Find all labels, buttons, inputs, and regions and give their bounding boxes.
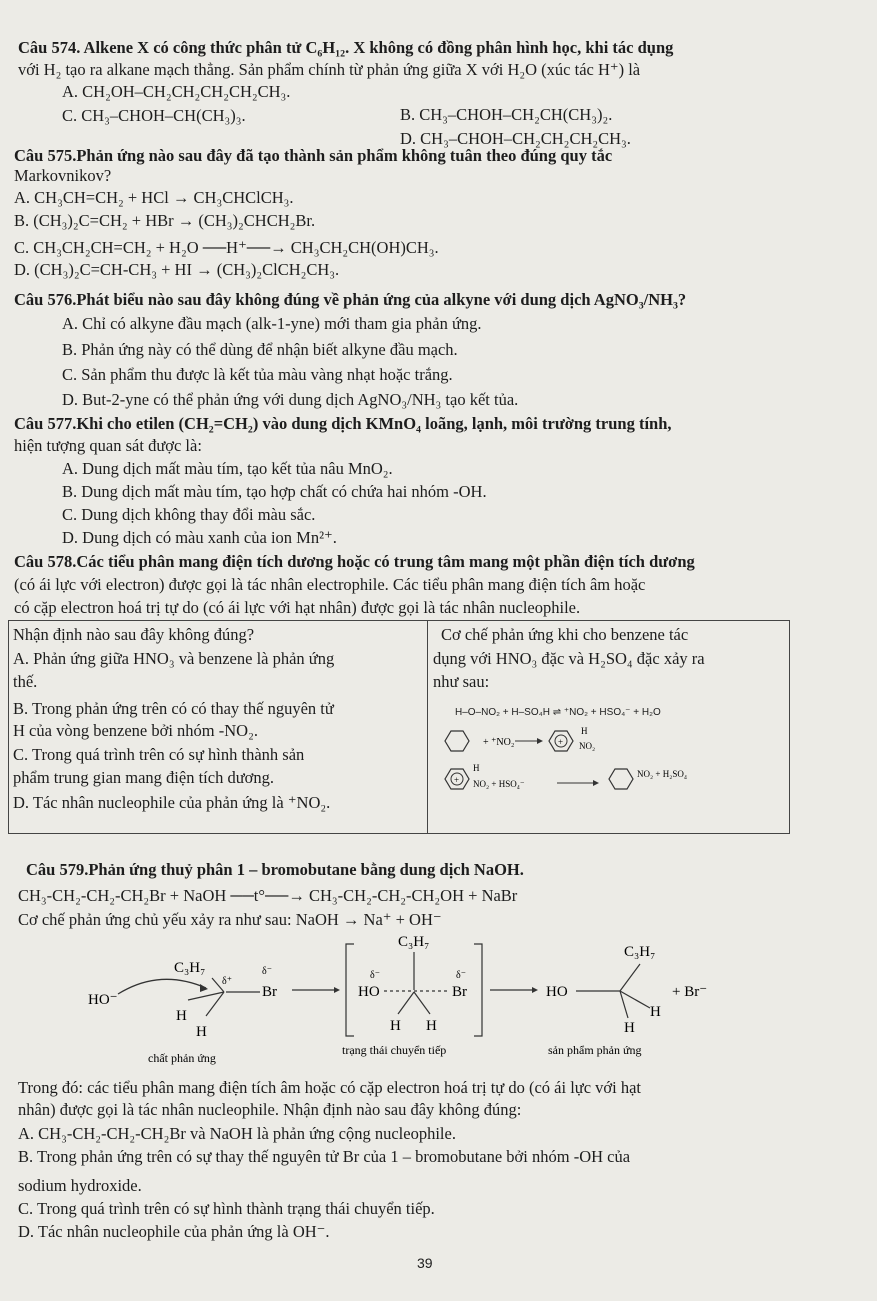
ts-right-bracket (474, 944, 482, 1036)
ts-delta-minus-2: δ⁻ (456, 970, 466, 981)
q579-mechanism: Cơ chế phản ứng chủ yếu xảy ra như sau: NaOH → Na⁺ + OH⁻ (18, 910, 442, 929)
q575-line2: Markovnikov? (14, 166, 112, 185)
label-reactant: chất phản ứng (148, 1051, 216, 1065)
q574-option-d: D. CH₃–CHOH–CH₂CH₂CH₂CH₃. (400, 129, 631, 148)
eq2-arrowhead (537, 738, 543, 744)
reactant-h2: H (196, 1024, 207, 1040)
eq2-reagent: + ⁺NO₂ (483, 737, 515, 748)
q578-option-b-1: B. Trong phản ứng trên có có thay thế nguyên tử (13, 699, 334, 718)
q578-option-a-2: thế. (13, 672, 38, 691)
product-br-minus: + Br⁻ (672, 984, 708, 1000)
eq2-h-label: H (581, 726, 588, 736)
q576-option-c: C. Sản phẩm thu được là kết tủa màu vàng nhạt hoặc trắng. (62, 365, 453, 384)
q575-option-c: C. CH₃CH₂CH=CH₂ + H₂O ──H⁺──→ CH₃CH₂CH(OH)CH₃. (14, 238, 439, 257)
q577-option-b: B. Dung dịch mất màu tím, tạo hợp chất có chứa hai nhóm -OH. (62, 482, 487, 501)
q578-right-line3: như sau: (433, 672, 490, 691)
ts-c3h7: C₃H₇ (398, 934, 430, 950)
q578-option-c-2: phẩm trung gian mang điện tích dương. (13, 768, 274, 787)
q574-line1: Câu 574. Alkene X có công thức phân tử C₆H₁₂. X không có đồng phân hình học, khi tác dụng (18, 38, 674, 57)
eq2-product: NO₂ (579, 741, 596, 751)
q579-paragraph-2: nhân) được gọi là tác nhân nucleophile. Nhận định nào sau đây không đúng: (18, 1100, 522, 1119)
q575-option-d: D. (CH₃)₂C=CH-CH₃ + HI → (CH₃)₂ClCH₂CH₃. (14, 260, 340, 279)
q578-line3: có cặp electron hoá trị tự do (có ái lực với hạt nhân) được gọi là tác nhân nucleophile. (14, 598, 581, 617)
nitrobenzene-ring-icon (609, 769, 633, 789)
q579-option-a: A. CH₃-CH₂-CH₂-CH₂Br và NaOH là phản ứng cộng nucleophile. (18, 1124, 456, 1143)
reactant-h1: H (176, 1008, 187, 1024)
reactant-br: Br (262, 984, 277, 1000)
eq2-plus-sign: + (558, 737, 564, 747)
eq3-product: NO₂ + H₂SO₄ (637, 769, 687, 779)
q579-option-b-1: B. Trong phản ứng trên có sự thay thế nguyên tử Br của 1 – bromobutane bởi nhóm -OH của (18, 1147, 631, 1166)
eq3-arrowhead (593, 780, 599, 786)
page-number: 39 (417, 1255, 433, 1271)
q575-line1: Câu 575.Phản ứng nào sau đây đã tạo thành sản phẩm không tuân theo đúng quy tắc (14, 146, 613, 165)
q578-right-line1: Cơ chế phản ứng khi cho benzene tác (441, 625, 689, 644)
ts-br: Br (452, 984, 467, 1000)
product-h1: H (650, 1004, 661, 1020)
reactant-c3h7: C₃H₇ (174, 960, 206, 976)
q576-line1: Câu 576.Phát biểu nào sau đây không đúng về phản ứng của alkyne với dung dịch AgNO₃/NH₃? (14, 290, 687, 309)
q576-option-a: A. Chỉ có alkyne đầu mạch (alk-1-yne) mới tham gia phản ứng. (62, 314, 482, 333)
q576-option-d: D. But-2-yne có thể phản ứng với dung dịch AgNO₃/NH₃ tạo kết tủa. (62, 390, 519, 409)
q579-option-b-2: sodium hydroxide. (18, 1176, 142, 1195)
q577-line1: Câu 577.Khi cho etilen (CH₂=CH₂) vào dung dịch KMnO₄ loãng, lạnh, môi trường trung tính, (14, 414, 672, 433)
ts-h2: H (426, 1018, 437, 1034)
q578-option-a-1: A. Phản ứng giữa HNO₃ và benzene là phản ứng (13, 649, 335, 668)
mechanism-eq2-diagram (433, 725, 763, 757)
q578-line2: (có ái lực với electron) được gọi là tác nhân electrophile. Các tiểu phân mang điện tích âm hoặc (14, 575, 646, 594)
q576-option-b: B. Phản ứng này có thể dùng để nhận biết alkyne đầu mạch. (62, 340, 458, 359)
q577-option-a: A. Dung dịch mất màu tím, tạo kết tủa nâu MnO₂. (62, 459, 393, 478)
q574-option-c: C. CH₃–CHOH–CH(CH₃)₃. (62, 106, 246, 125)
label-transition-state: trạng thái chuyển tiếp (342, 1043, 447, 1057)
q577-option-c: C. Dung dịch không thay đổi màu sắc. (62, 505, 316, 524)
q574-option-a: A. CH₂OH–CH₂CH₂CH₂CH₂CH₃. (62, 82, 291, 101)
q579-paragraph-1: Trong đó: các tiểu phân mang điện tích âm hoặc có cặp electron hoá trị tự do (có ái lực với hạt (18, 1078, 642, 1097)
q574-line2: với H₂ tạo ra alkane mạch thẳng. Sản phẩm chính từ phản ứng giữa X với H₂O (xúc tác H⁺) là (18, 60, 641, 79)
ts-delta-minus-1: δ⁻ (370, 970, 380, 981)
arrow-to-ts-head (334, 987, 340, 993)
ts-bond-h2 (414, 992, 430, 1014)
mechanism-eq1: H–O–NO₂ + H–SO₄H ⇌ ⁺NO₂ + HSO₄⁻ + H₂O (455, 707, 661, 718)
ts-ho: HO (358, 984, 380, 1000)
q575-option-b: B. (CH₃)₂C=CH₂ + HBr → (CH₃)₂CHCH₂Br. (14, 211, 316, 230)
q578-right-line2: dụng với HNO₃ đặc và H₂SO₄ đặc xảy ra (433, 649, 705, 668)
q578-option-b-2: H của vòng benzene bởi nhóm -NO₂. (13, 721, 258, 740)
mechanism-eq3-diagram (433, 761, 773, 795)
arrow-to-product-head (532, 987, 538, 993)
ts-left-bracket (346, 944, 354, 1036)
eq3-plus-sign: + (454, 775, 460, 785)
sn2-mechanism-diagram (0, 928, 877, 1068)
ts-bond-h1 (398, 992, 414, 1014)
q579-line1: Câu 579.Phản ứng thuỷ phân 1 – bromobutane bằng dung dịch NaOH. (26, 860, 524, 879)
attack-arrowhead (200, 984, 208, 992)
q575-option-a: A. CH₃CH=CH₂ + HCl → CH₃CHClCH₃. (14, 188, 294, 207)
q578-line1: Câu 578.Các tiểu phân mang điện tích dương hoặc có trung tâm mang một phần điện tích dương (14, 552, 695, 571)
reactant-ho-minus: HO⁻ (88, 992, 118, 1008)
attack-arrow (118, 979, 206, 994)
eq3-h-label: H (473, 763, 480, 773)
product-ho: HO (546, 984, 568, 1000)
reactant-delta-minus: δ⁻ (262, 966, 272, 977)
q579-equation: CH₃-CH₂-CH₂-CH₂Br + NaOH ──t°──→ CH₃-CH₂-CH₂-CH₂OH + NaBr (18, 886, 518, 905)
reactant-delta-plus: δ⁺ (222, 976, 232, 987)
benzene-ring-icon (445, 731, 469, 751)
product-h2: H (624, 1020, 635, 1036)
q579-option-d: D. Tác nhân nucleophile của phản ứng là OH⁻. (18, 1222, 330, 1241)
q577-option-d: D. Dung dịch có màu xanh của ion Mn²⁺. (62, 528, 337, 547)
q578-left-question: Nhận định nào sau đây không đúng? (13, 625, 255, 644)
product-c3h7: C₃H₇ (624, 944, 656, 960)
ts-h1: H (390, 1018, 401, 1034)
q577-line2: hiện tượng quan sát được là: (14, 436, 202, 455)
q574-option-b: B. CH₃–CHOH–CH₂CH(CH₃)₂. (400, 105, 613, 124)
table-divider (427, 621, 428, 833)
q578-option-d: D. Tác nhân nucleophile của phản ứng là ⁺NO₂. (13, 793, 331, 812)
q578-option-c-1: C. Trong quá trình trên có sự hình thành sản (13, 745, 305, 764)
product-bond-c3h7 (620, 964, 640, 991)
q579-option-c: C. Trong quá trình trên có sự hình thành trạng thái chuyển tiếp. (18, 1199, 435, 1218)
eq3-reagent: NO₂ + HSO₄⁻ (473, 779, 525, 789)
label-product: sản phẩm phản ứng (548, 1043, 642, 1057)
q578-table (8, 620, 790, 834)
